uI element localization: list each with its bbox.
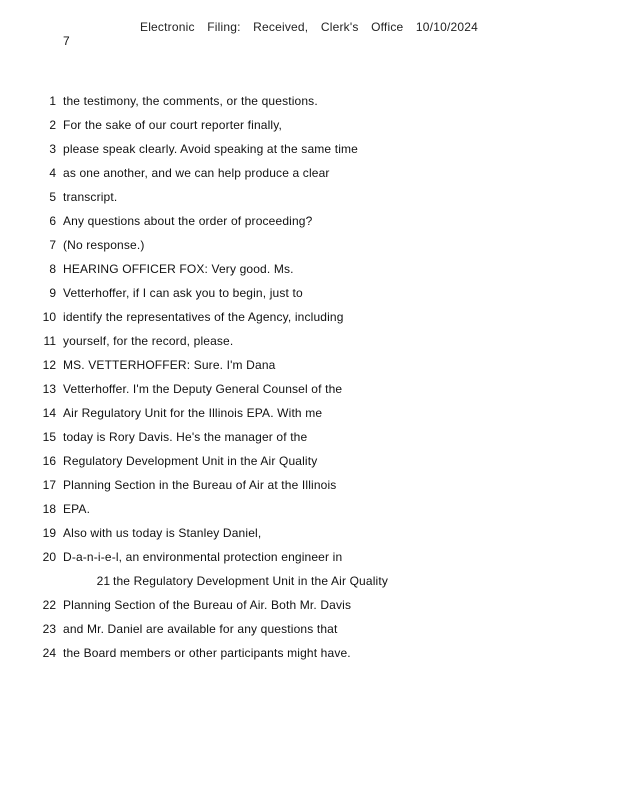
line-number-container	[26, 524, 56, 542]
line-number-container	[26, 308, 56, 326]
line-text: EPA.	[63, 502, 91, 516]
line-number: 13	[42, 382, 56, 396]
filing-header	[0, 20, 618, 34]
line-text: and Mr. Daniel are available for any questions that	[63, 622, 338, 636]
line-text: as one another, and we can help produce a clear	[63, 166, 330, 180]
line-number-container	[26, 596, 56, 614]
line-number: 22	[42, 598, 56, 612]
line-number: 1	[49, 94, 56, 108]
line-number: 15	[42, 430, 56, 444]
line-number: 21	[96, 574, 110, 588]
line-text: transcript.	[63, 190, 118, 204]
line-number-container	[26, 92, 56, 110]
line-number-container	[26, 116, 56, 134]
line-number-container	[26, 452, 56, 470]
line-text: Air Regulatory Unit for the Illinois EPA. With me	[63, 406, 323, 420]
line-text: today is Rory Davis. He's the manager of the	[63, 430, 308, 444]
line-text: the Regulatory Development Unit in the Air Quality	[113, 574, 388, 588]
line-number: 16	[42, 454, 56, 468]
line-number: 6	[49, 214, 56, 228]
line-number: 7	[49, 238, 56, 252]
line-number-container	[26, 620, 56, 638]
line-number-container	[26, 356, 56, 374]
line-number: 8	[49, 262, 56, 276]
line-text: Any questions about the order of proceeding?	[63, 214, 313, 228]
line-number: 3	[49, 142, 56, 156]
line-number-container	[26, 476, 56, 494]
line-number: 20	[42, 550, 56, 564]
line-text: please speak clearly. Avoid speaking at the same time	[63, 142, 359, 156]
line-number-container	[26, 500, 56, 518]
line-number-container	[26, 236, 56, 254]
filing-header-text: Electronic Filing: Received, Clerk's Office 10/10/2024	[139, 20, 478, 34]
line-text: the testimony, the comments, or the questions.	[63, 94, 318, 108]
line-number: 2	[49, 118, 56, 132]
line-text: HEARING OFFICER FOX: Very good. Ms.	[63, 262, 294, 276]
line-number-container	[26, 644, 56, 662]
line-number-container	[26, 548, 56, 566]
line-number-container	[26, 188, 56, 206]
line-number-container	[26, 164, 56, 182]
line-text: (No response.)	[63, 238, 145, 252]
line-text: Planning Section of the Bureau of Air. Both Mr. Davis	[63, 598, 352, 612]
line-number: 18	[42, 502, 56, 516]
line-number-container	[26, 212, 56, 230]
line-text: yourself, for the record, please.	[63, 334, 234, 348]
line-text: the Board members or other participants might have.	[63, 646, 351, 660]
line-number: 24	[42, 646, 56, 660]
line-number-container	[80, 572, 110, 590]
page-number: 7	[63, 34, 70, 48]
line-text: Regulatory Development Unit in the Air Quality	[63, 454, 318, 468]
line-number: 5	[49, 190, 56, 204]
line-number: 9	[49, 286, 56, 300]
line-number: 10	[42, 310, 56, 324]
line-text: Vetterhoffer, if I can ask you to begin, just to	[63, 286, 303, 300]
line-text: D-a-n-i-e-l, an environmental protection engineer in	[63, 550, 343, 564]
line-text: For the sake of our court reporter finally,	[63, 118, 282, 132]
line-number: 11	[43, 334, 56, 348]
line-number: 19	[42, 526, 56, 540]
line-number: 12	[42, 358, 56, 372]
line-text: Also with us today is Stanley Daniel,	[63, 526, 262, 540]
line-number: 17	[42, 478, 56, 492]
line-number-container	[26, 140, 56, 158]
line-number-container	[26, 380, 56, 398]
line-number-container	[26, 404, 56, 422]
line-text: MS. VETTERHOFFER: Sure. I'm Dana	[63, 358, 276, 372]
line-number: 14	[42, 406, 56, 420]
line-number-container	[26, 332, 56, 350]
line-text: identify the representatives of the Agency, including	[63, 310, 344, 324]
line-number-container	[26, 284, 56, 302]
line-number: 4	[49, 166, 56, 180]
line-number-container	[26, 428, 56, 446]
line-text: Vetterhoffer. I'm the Deputy General Counsel of the	[63, 382, 343, 396]
line-number-container	[26, 260, 56, 278]
line-text: Planning Section in the Bureau of Air at the Illinois	[63, 478, 337, 492]
line-number: 23	[42, 622, 56, 636]
